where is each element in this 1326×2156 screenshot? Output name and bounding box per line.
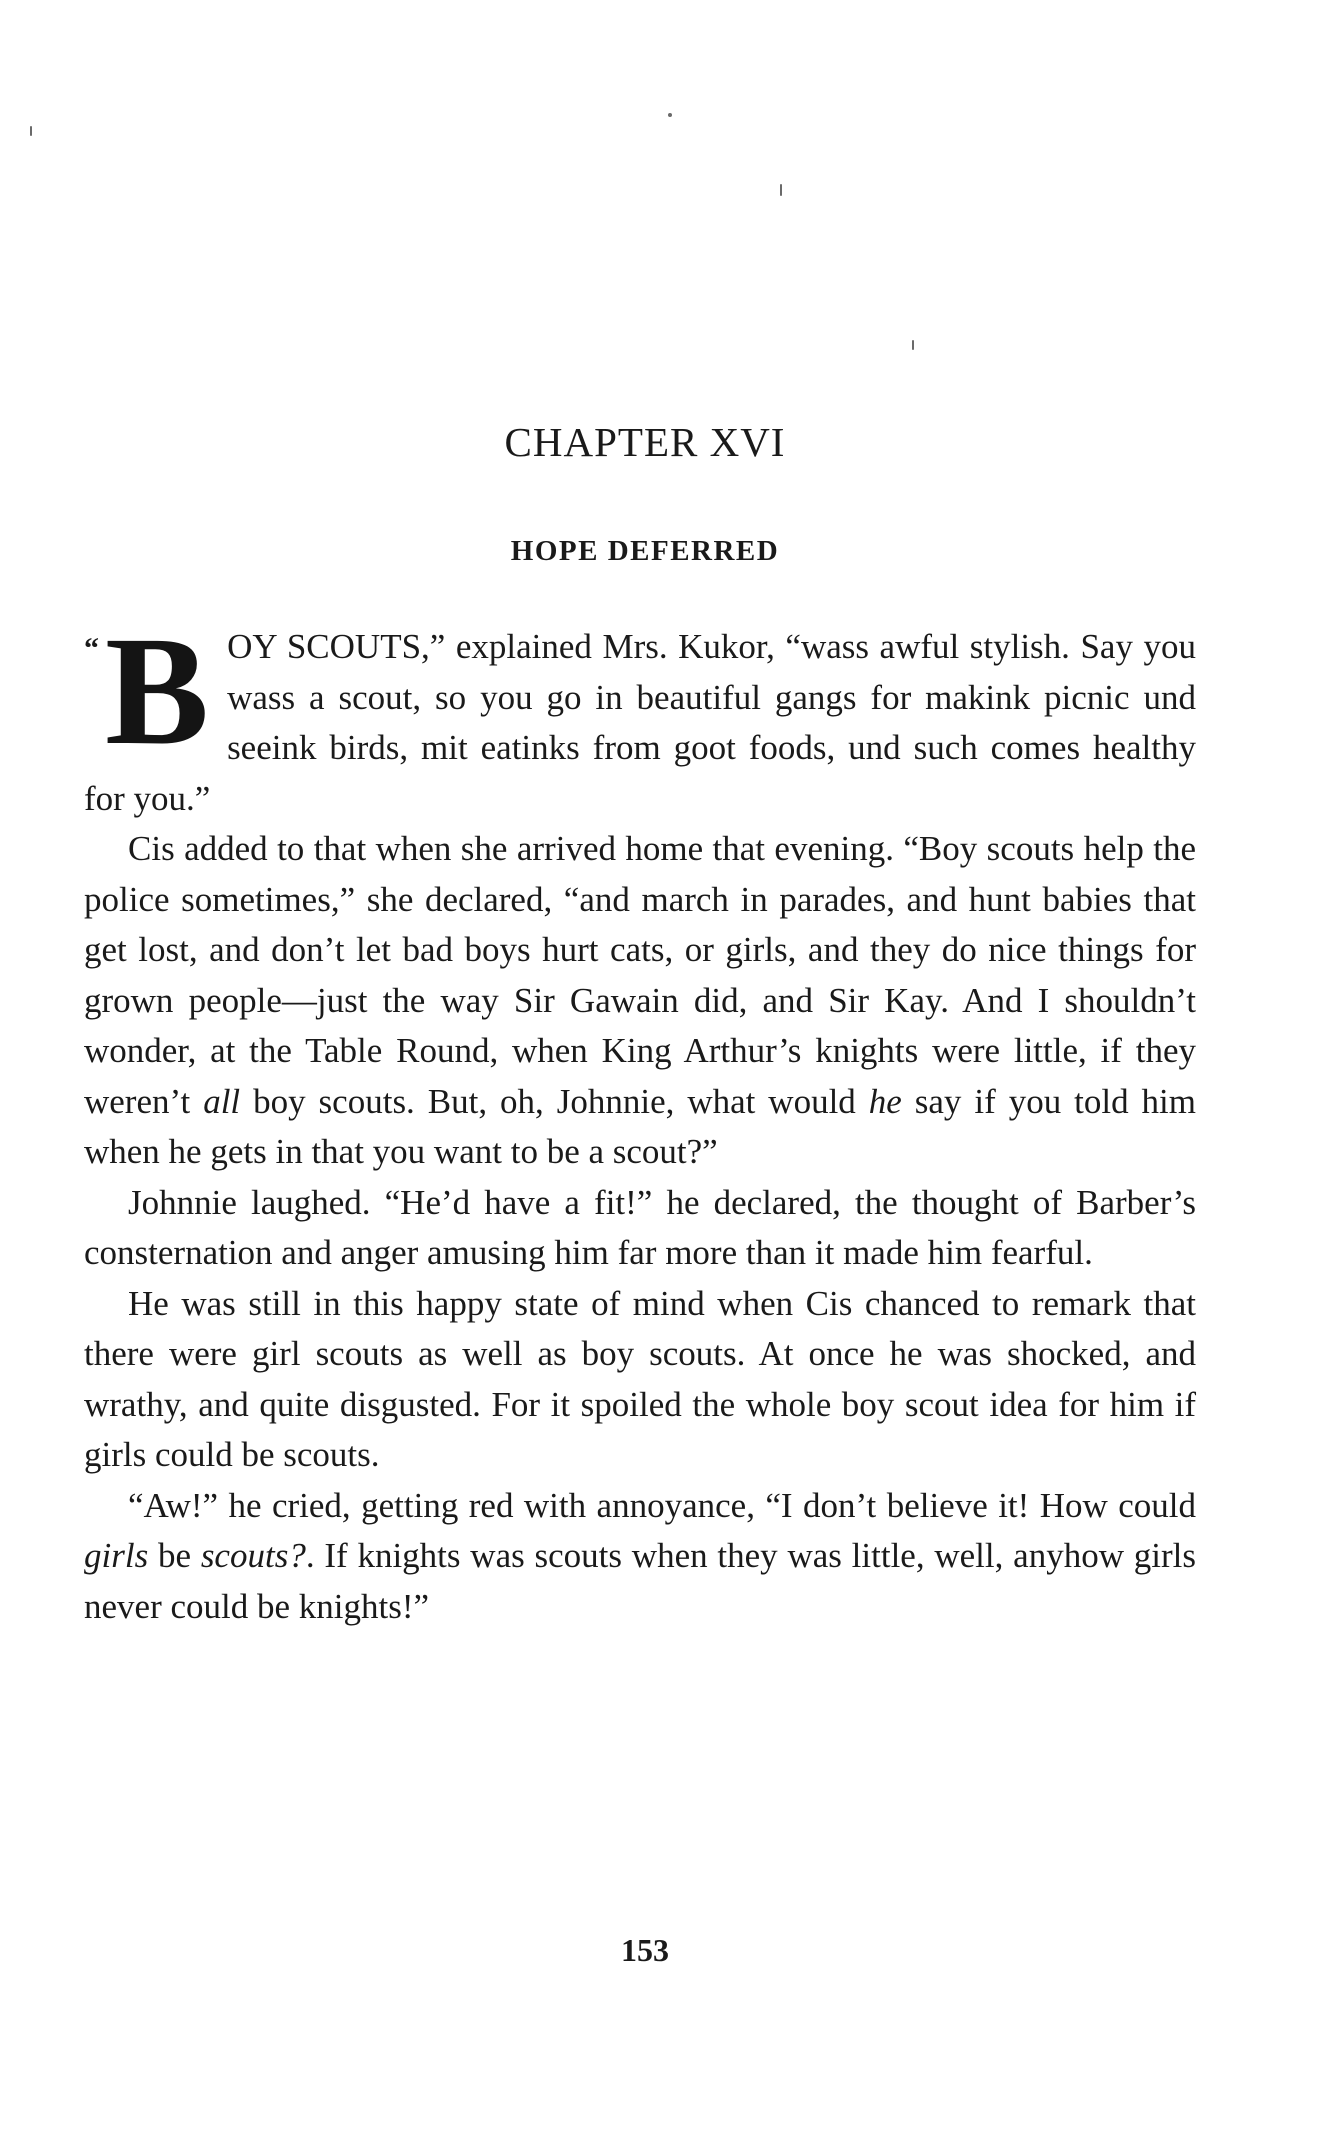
emphasis: girls: [84, 1536, 149, 1575]
scan-speck: [912, 340, 914, 350]
body-text: [84, 604, 1197, 1632]
scan-speck: [780, 184, 782, 196]
emphasis: scouts?: [200, 1536, 306, 1575]
paragraph-text: say if you told him when he gets in that you want to be a scout?”: [84, 1081, 1197, 1171]
chapter-subtitle: HOPE DEFERRED: [510, 535, 780, 567]
page-number: 153: [621, 1932, 669, 1968]
paragraph-text: “Aw!” he cried, getting red with annoyance, “I don’t believe it! How could: [128, 1485, 1196, 1525]
opening-quote-mark: “: [84, 632, 99, 665]
chapter-title: CHAPTER XVI: [504, 419, 786, 465]
paragraph-text: boy scouts. But, oh, Johnnie, what would: [240, 1081, 869, 1121]
scan-speck: [30, 126, 32, 136]
paragraph-text: OY SCOUTS,” explained Mrs. Kukor, “wass awful stylish. Say you wass a scout, so you go in beautiful gangs for makink picnic und seeink birds, mit eatinks from goot foods, und such comes healthy for you.”: [84, 627, 1196, 818]
paragraph-text: Cis added to that when she arrived home that evening. “Boy scouts help the police sometimes,” she declared, “and march in parades, and hunt babies that get lost, and don’t let bad boys hurt cats, or girls, and they do nice things for grown people—just the way Sir Gawain did, and Sir Kay. And I shouldn’t wonder, at the Table Round, when King Arthur’s knights were little, if they weren’t: [84, 829, 1196, 1121]
emphasis: all: [203, 1081, 241, 1121]
paragraph-text: . If knights was scouts when they was little, well, anyhow girls never could be knights!”: [84, 1536, 1196, 1626]
drop-cap: B: [105, 604, 210, 777]
scan-speck: [668, 113, 672, 117]
emphasis: he: [868, 1081, 902, 1121]
paragraph: [84, 604, 1196, 824]
paragraph: [84, 1481, 1196, 1633]
paragraph: He was still in this happy state of mind when Cis chanced to remark that there were girl scouts as well as boy scouts. At once he was shocked, and wrathy, and quite disgusted. For it spoiled the whole boy scout idea for him if girls could be scouts.: [84, 1283, 1196, 1474]
paragraph: [84, 824, 1196, 1178]
paragraph: Johnnie laughed. “He’d have a fit!” he declared, the thought of Barber’s consternation and anger amusing him far more than it made him fearful.: [84, 1182, 1196, 1272]
paragraph-text: be: [148, 1536, 201, 1575]
